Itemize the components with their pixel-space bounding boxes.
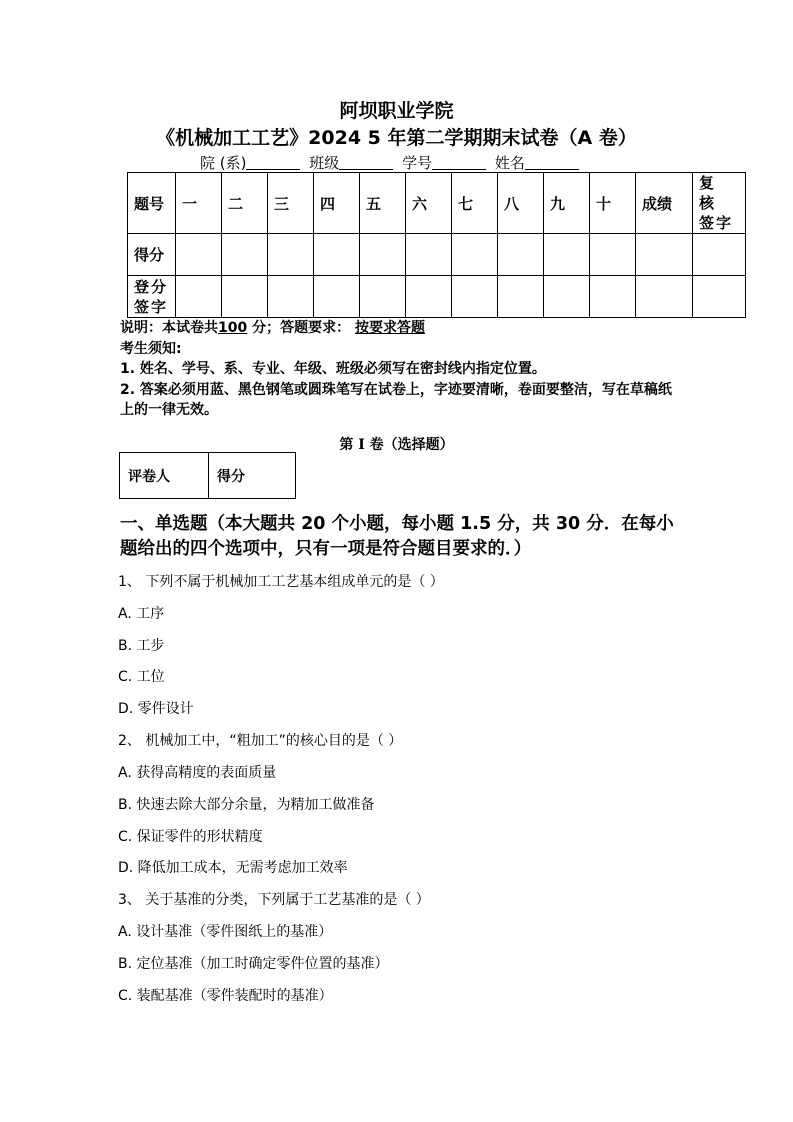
grader-table (119, 452, 296, 499)
signature-cell[interactable] (498, 276, 544, 318)
score-header-cell: 一 (176, 173, 222, 234)
question-2-option-c[interactable]: C. 保证零件的形状精度 (118, 829, 263, 845)
score-header-cell: 五 (360, 173, 406, 234)
student-id-field[interactable] (432, 155, 486, 170)
class-label: 班级 (309, 154, 340, 172)
signature-cell[interactable] (636, 276, 693, 318)
signature-cell[interactable] (544, 276, 590, 318)
signature-cell[interactable] (693, 276, 746, 318)
signature-cell[interactable] (268, 276, 314, 318)
score-header-cell: 成绩 (636, 173, 693, 234)
question-1-option-a[interactable]: A. 工序 (118, 606, 165, 622)
score-header-cell: 七 (452, 173, 498, 234)
exam-instructions (120, 318, 680, 421)
signature-cell[interactable] (452, 276, 498, 318)
grader-score-label: 得分 (209, 453, 296, 499)
score-cell[interactable] (693, 234, 746, 276)
name-label: 姓名 (494, 154, 525, 172)
instructions-mid: 分；答题要求： (252, 320, 351, 336)
signature-cell[interactable] (590, 276, 636, 318)
instructions-line-3: 1. 姓名、学号、系、专业、年级、班级必须写在密封线内指定位置。 (120, 361, 546, 377)
total-score: 100 (218, 320, 248, 336)
question-1-option-d[interactable]: D. 零件设计 (118, 701, 194, 717)
signature-cell[interactable] (176, 276, 222, 318)
question-1-option-c[interactable]: C. 工位 (118, 669, 165, 685)
score-header-cell: 八 (498, 173, 544, 234)
score-cell[interactable] (590, 234, 636, 276)
question-3-option-b[interactable]: B. 定位基准（加工时确定零件位置的基准） (118, 956, 389, 972)
score-table (127, 172, 746, 318)
score-cell[interactable] (406, 234, 452, 276)
score-cell[interactable] (498, 234, 544, 276)
score-cell[interactable] (222, 234, 268, 276)
class-field[interactable] (339, 155, 393, 170)
score-cell[interactable] (314, 234, 360, 276)
score-cell[interactable] (176, 234, 222, 276)
score-cell[interactable] (268, 234, 314, 276)
signature-row-label: 登分 签字 (128, 276, 176, 318)
score-cell[interactable] (544, 234, 590, 276)
instructions-line-2: 考生须知: (120, 340, 182, 357)
score-header-cell: 三 (268, 173, 314, 234)
section-heading: 一、单选题（本大题共 20 个小题，每小题 1.5 分，共 30 分．在每小题给出的四个选项中，只有一项是符合题目要求的．） (120, 514, 674, 559)
signature-cell[interactable] (314, 276, 360, 318)
score-row-label: 得分 (128, 234, 176, 276)
school-name: 阿坝职业学院 (339, 100, 454, 122)
score-header-cell: 十 (590, 173, 636, 234)
score-cell[interactable] (360, 234, 406, 276)
signature-cell[interactable] (222, 276, 268, 318)
question-2-option-b[interactable]: B. 快速去除大部分余量，为精加工做准备 (118, 797, 375, 813)
question-2: 2、 机械加工中，“粗加工”的核心目的是（ ） (118, 733, 403, 749)
score-header-cell: 六 (406, 173, 452, 234)
score-header-cell: 九 (544, 173, 590, 234)
instructions-prefix: 说明：本试卷共 (120, 320, 218, 336)
question-3: 3、 关于基准的分类，下列属于工艺基准的是（ ） (118, 892, 430, 908)
question-1: 1、 下列不属于机械加工工艺基本组成单元的是（ ） (118, 574, 444, 590)
instructions-line-4: 2. 答案必须用蓝、黑色钢笔或圆珠笔写在试卷上，字迹要清晰，卷面要整洁，写在草稿纸上的一律无效。 (120, 381, 672, 418)
score-header-cell: 复 核 签字 (693, 173, 746, 234)
question-3-option-a[interactable]: A. 设计基准（零件图纸上的基准） (118, 924, 333, 940)
signature-cell[interactable] (360, 276, 406, 318)
score-header-cell: 二 (222, 173, 268, 234)
score-table-signature-row (128, 276, 746, 318)
signature-cell[interactable] (406, 276, 452, 318)
name-field[interactable] (525, 155, 579, 170)
question-2-option-d[interactable]: D. 降低加工成本，无需考虑加工效率 (118, 860, 348, 876)
question-3-option-c[interactable]: C. 装配基准（零件装配时的基准） (118, 988, 333, 1004)
question-1-option-b[interactable]: B. 工步 (118, 638, 165, 654)
score-table-score-row (128, 234, 746, 276)
student-id-label: 学号 (402, 154, 433, 172)
part-title: 第 I 卷（选择题） (339, 437, 454, 453)
score-cell[interactable] (452, 234, 498, 276)
score-table-header-row (128, 173, 746, 234)
grader-label: 评卷人 (120, 453, 209, 499)
student-info-line (200, 152, 583, 173)
instructions-line-1 (120, 318, 680, 339)
score-cell[interactable] (636, 234, 693, 276)
department-label: 院 (系) (200, 154, 247, 172)
score-header-cell: 四 (314, 173, 360, 234)
department-field[interactable] (246, 155, 300, 170)
score-header-cell: 题号 (128, 173, 176, 234)
answer-requirement: 按要求答题 (354, 320, 425, 336)
question-2-option-a[interactable]: A. 获得高精度的表面质量 (118, 765, 277, 781)
exam-title: 《机械加工工艺》2024 5 年第二学期期末试卷（A 卷） (156, 127, 637, 149)
